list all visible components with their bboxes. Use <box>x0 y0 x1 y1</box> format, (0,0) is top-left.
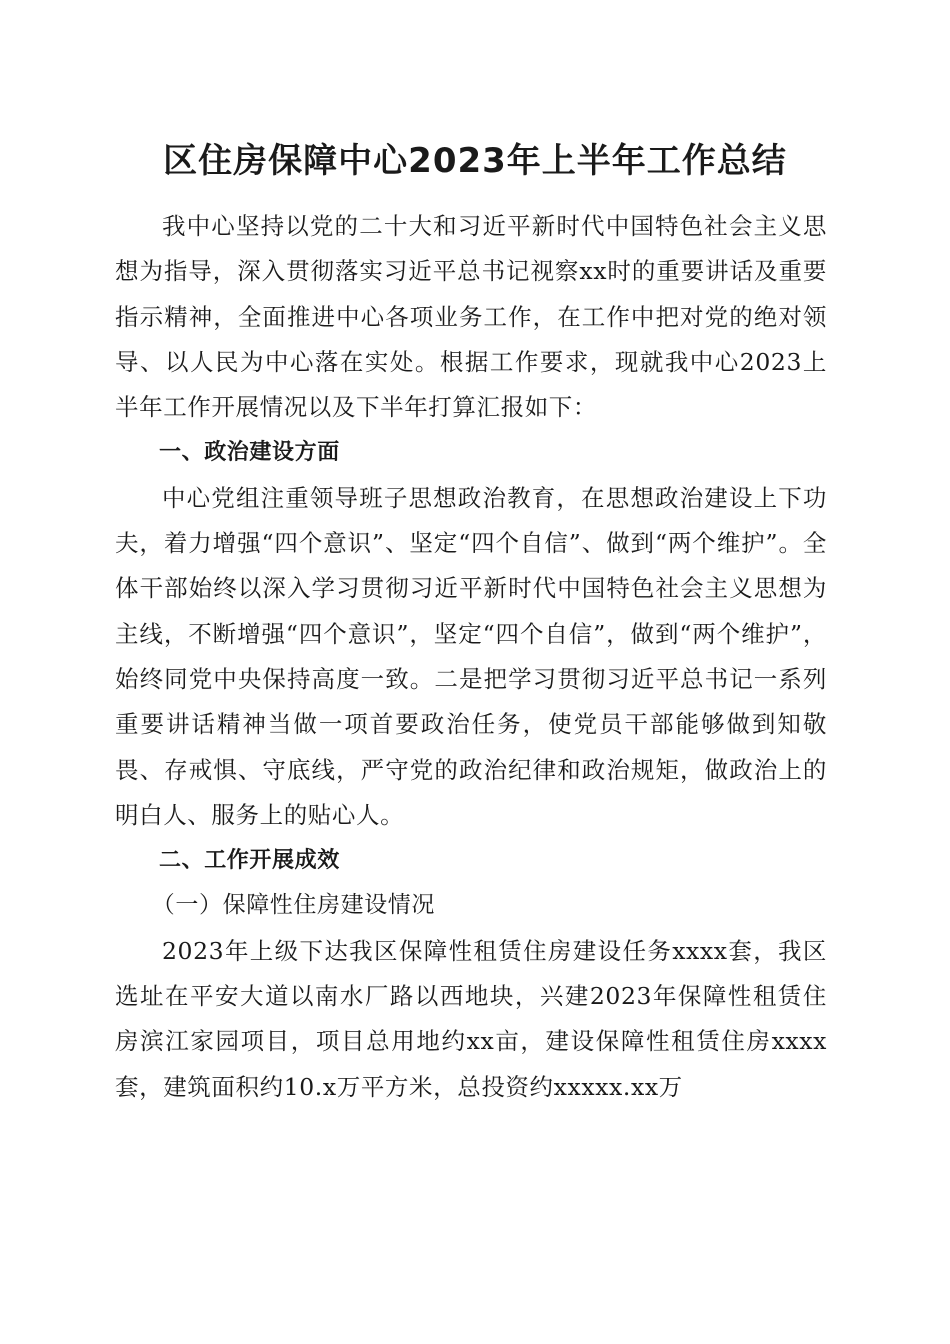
section-heading-political: 一、政治建设方面 <box>159 440 340 466</box>
subsection-heading-housing: （一）保障性住房建设情况 <box>151 892 435 919</box>
section-heading-results: 二、工作开展成效 <box>159 848 340 874</box>
document-title: 区住房保障中心2023年上半年工作总结 <box>163 141 787 181</box>
section-paragraph-housing: 2023年上级下达我区保障性租赁住房建设任务xxxx套，我区选址在平安大道以南水厂路以西地块，兴建2023年保障性租赁住房滨江家园项目，项目总用地约xx亩，建设保障性租赁住房xxxx套，建筑面积约10.x万平方米，总投资约xxxxx.xx万 <box>115 936 827 1101</box>
section-paragraph-political: 中心党组注重领导班子思想政治教育，在思想政治建设上下功夫，着力增强“四个意识”、坚定“四个自信”、做到“两个维护”。全体干部始终以深入学习贯彻习近平新时代中国特色社会主义思想为主线，不断增强“四个意识”，坚定“四个自信”，做到“两个维护”，始终同党中央保持高度一致。二是把学习贯彻习近平总书记一系列重要讲话精神当做一项首要政治任务，使党员干部能够做到知敬畏、存戒惧、守底线，严守党的政治纪律和政治规矩，做政治上的明白人、服务上的贴心人。 <box>115 483 827 829</box>
intro-paragraph: 我中心坚持以党的二十大和习近平新时代中国特色社会主义思想为指导，深入贯彻落实习近平总书记视察xx时的重要讲话及重要指示精神，全面推进中心各项业务工作，在工作中把对党的绝对领导、以人民为中心落在实处。根据工作要求，现就我中心2023上半年工作开展情况以及下半年打算汇报如下： <box>115 212 827 422</box>
document-body <box>115 204 827 1110</box>
